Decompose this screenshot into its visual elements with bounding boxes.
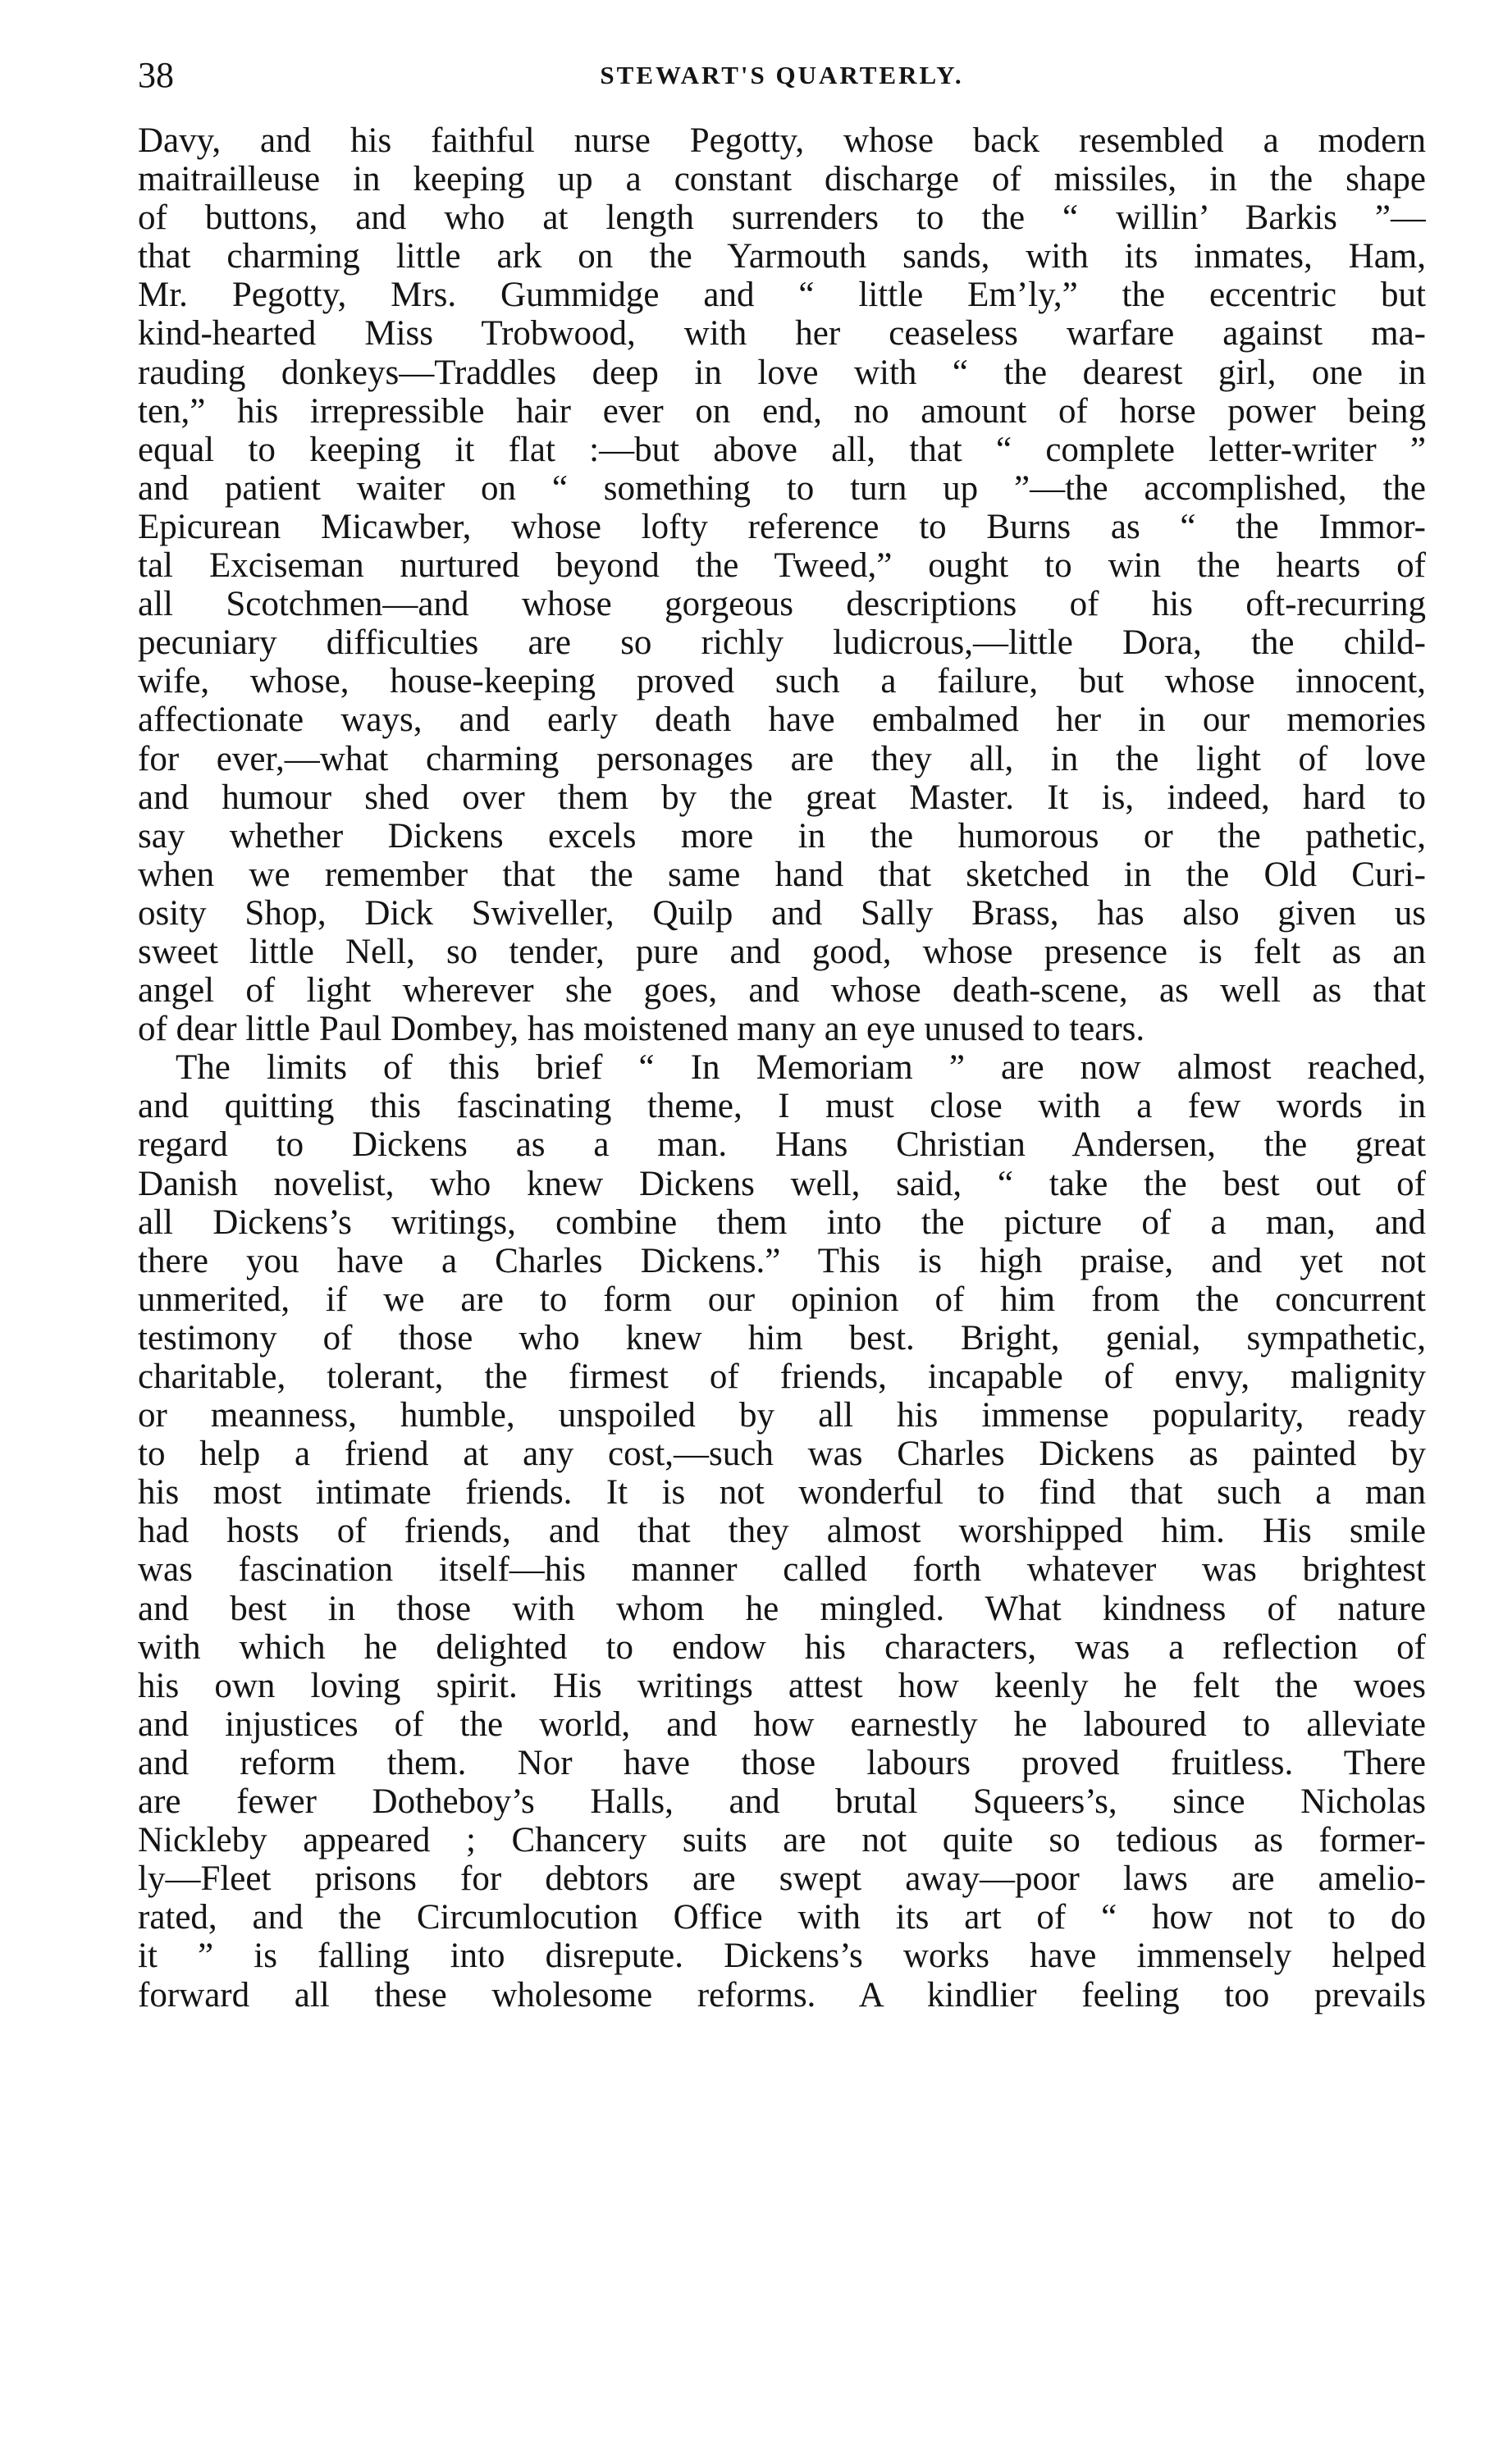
text-line: regard to Dickens as a man. Hans Christian Andersen, the great — [138, 1125, 1426, 1165]
text-line: with which he delighted to endow his characters, was a reflection of — [138, 1627, 1426, 1667]
text-line: Mr. Pegotty, Mrs. Gummidge and “ little Em’ly,” the eccentric but — [138, 276, 1426, 315]
text-line: charitable, tolerant, the firmest of friends, incapable of envy, malignity — [138, 1357, 1426, 1396]
text-line: all Scotchmen—and whose gorgeous descriptions of his oft-recurring — [138, 585, 1426, 624]
text-line: there you have a Charles Dickens.” This is high praise, and yet not — [138, 1241, 1426, 1280]
text-line: testimony of those who knew him best. Bright, genial, sympathetic, — [138, 1318, 1426, 1357]
text-line: and patient waiter on “ something to turn up ”—the accomplished, the — [138, 468, 1426, 508]
text-line: wife, whose, house-keeping proved such a failure, but whose innocent, — [138, 662, 1426, 701]
text-line: Danish novelist, who knew Dickens well, said, “ take the best out of — [138, 1164, 1426, 1203]
text-line: ly—Fleet prisons for debtors are swept away—poor laws are amelio- — [138, 1859, 1426, 1899]
text-line: say whether Dickens excels more in the humorous or the pathetic, — [138, 816, 1426, 856]
text-line: Epicurean Micawber, whose lofty reference to Burns as “ the Immor- — [138, 507, 1426, 546]
text-line: and injustices of the world, and how earnestly he laboured to alleviate — [138, 1704, 1426, 1744]
text-line: and quitting this fascinating theme, I must close with a few words in — [138, 1087, 1426, 1126]
text-line: and reform them. Nor have those labours proved fruitless. There — [138, 1743, 1426, 1782]
text-line: unmerited, if we are to form our opinion of him from the concurrent — [138, 1280, 1426, 1319]
text-line: sweet little Nell, so tender, pure and good, whose presence is felt as an — [138, 932, 1426, 971]
running-title: STEWART'S QUARTERLY. — [600, 61, 964, 89]
text-line: are fewer Dotheboy’s Halls, and brutal Squeers’s, since Nicholas — [138, 1782, 1426, 1822]
text-line: angel of light wherever she goes, and whose death-scene, as well as that — [138, 971, 1426, 1011]
text-line: tal Exciseman nurtured beyond the Tweed,” ought to win the hearts of — [138, 546, 1426, 586]
text-line: his own loving spirit. His writings attest how keenly he felt the woes — [138, 1666, 1426, 1705]
text-line: to help a friend at any cost,—such was Charles Dickens as painted by — [138, 1435, 1426, 1474]
text-line: forward all these wholesome reforms. A kindlier feeling too prevails — [138, 1975, 1426, 2015]
text-line: his most intimate friends. It is not wonderful to find that such a man — [138, 1473, 1426, 1513]
text-line: and best in those with whom he mingled. What kindness of nature — [138, 1589, 1426, 1628]
text-line: The limits of this brief “ In Memoriam ” are now almost reached, — [176, 1048, 1426, 1088]
text-line: ten,” his irrepressible hair ever on end, no amount of horse power being — [138, 391, 1426, 431]
page-header — [138, 51, 1426, 100]
text-line: affectionate ways, and early death have embalmed her in our memories — [138, 700, 1426, 740]
text-line: rated, and the Circumlocution Office with its art of “ how not to do — [138, 1898, 1426, 1937]
text-line: of dear little Paul Dombey, has moistened many an eye unused to tears. — [138, 1010, 1145, 1049]
text-line: and humour shed over them by the great Master. It is, indeed, hard to — [138, 778, 1426, 817]
text-line: all Dickens’s writings, combine them into the picture of a man, and — [138, 1202, 1426, 1242]
text-line: that charming little ark on the Yarmouth sands, with its inmates, Ham, — [138, 237, 1426, 276]
text-line: pecuniary difficulties are so richly ludicrous,—little Dora, the child- — [138, 623, 1426, 663]
text-line: equal to keeping it flat :—but above all, that “ complete letter-writer ” — [138, 430, 1426, 469]
text-line: of buttons, and who at length surrenders to the “ willin’ Barkis ”— — [138, 198, 1426, 238]
text-line: osity Shop, Dick Swiveller, Quilp and Sally Brass, has also given us — [138, 893, 1426, 933]
text-line: when we remember that the same hand that sketched in the Old Curi- — [138, 855, 1426, 894]
text-line: had hosts of friends, and that they almost worshipped him. His smile — [138, 1512, 1426, 1551]
text-line: for ever,—what charming personages are they all, in the light of love — [138, 739, 1426, 778]
body-text — [138, 121, 1426, 2015]
page-number: 38 — [138, 55, 174, 95]
text-line: kind-hearted Miss Trobwood, with her ceaseless warfare against ma- — [138, 314, 1426, 354]
text-line: was fascination itself—his manner called forth whatever was brightest — [138, 1550, 1426, 1590]
text-line: it ” is falling into disrepute. Dickens’s works have immensely helped — [138, 1937, 1426, 1976]
text-line: or meanness, humble, unspoiled by all his immense popularity, ready — [138, 1396, 1426, 1435]
text-line: Nickleby appeared ; Chancery suits are not quite so tedious as former- — [138, 1821, 1426, 1860]
text-line: Davy, and his faithful nurse Pegotty, whose back resembled a modern — [138, 121, 1426, 160]
text-line: maitrailleuse in keeping up a constant discharge of missiles, in the shape — [138, 160, 1426, 199]
text-line: rauding donkeys—Traddles deep in love with “ the dearest girl, one in — [138, 353, 1426, 392]
